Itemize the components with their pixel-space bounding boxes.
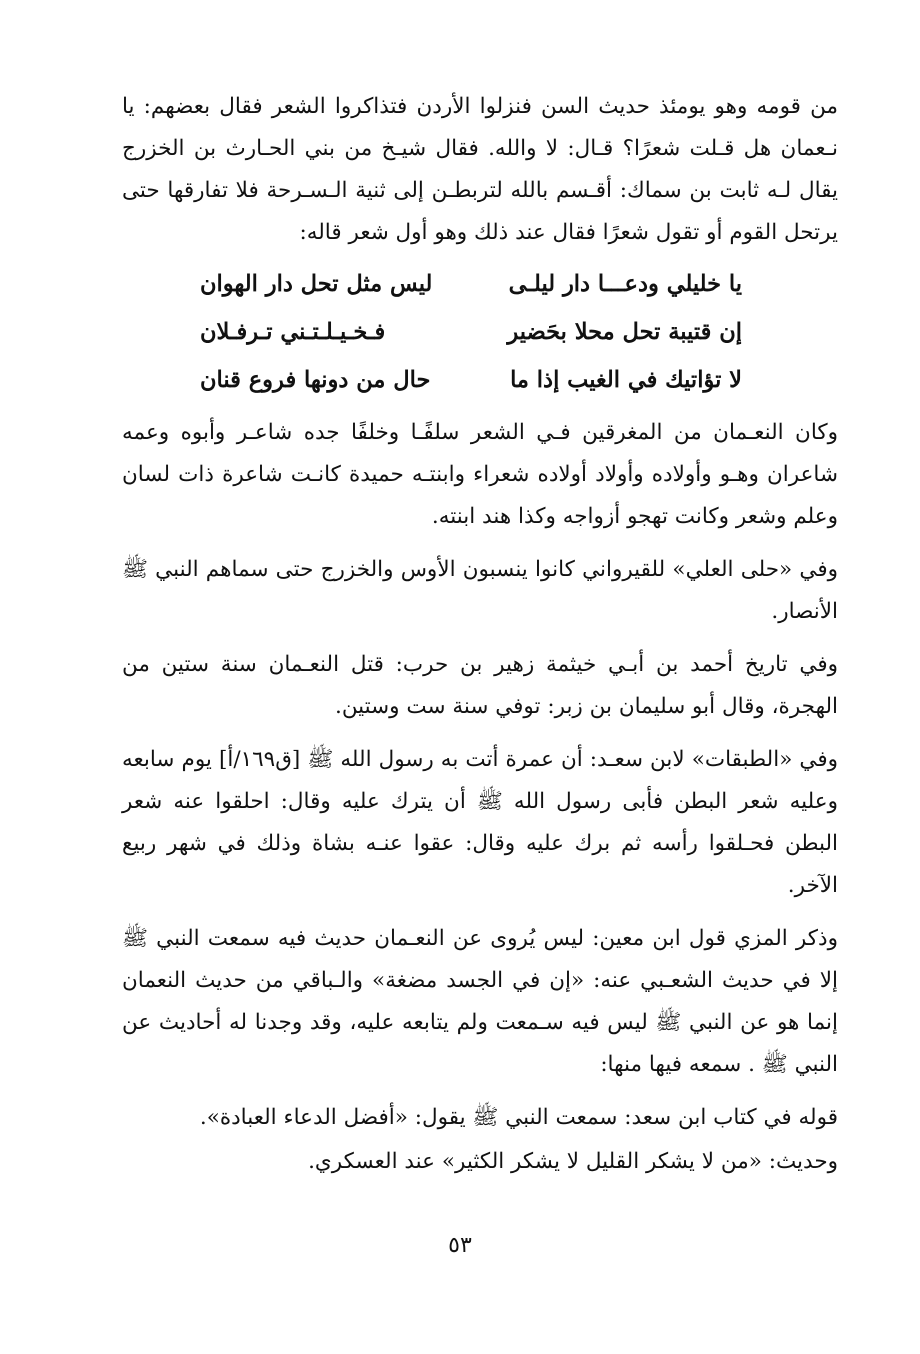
verse-second-hemistich: حال من دونها فروع قنان — [200, 367, 431, 393]
verse-row — [122, 356, 838, 404]
verse-row — [122, 260, 838, 308]
verse-second-hemistich: ليس مثل تحل دار الهوان — [200, 271, 433, 297]
verse-row — [122, 308, 838, 356]
verse-first-hemistich: إن قتيبة تحل محلا بحَضير — [507, 319, 742, 345]
paragraph-death-date: وفي تاريخ أحمد بن أبـي خيثمة زهير بن حرب: قتل النعـمان سنة ستين من الهجرة، وقال أبو سليمان بن زبر: توفي سنة ست وستين. — [122, 652, 838, 719]
page-body — [122, 86, 838, 1183]
paragraph-hula-al-ula: وفي «حلى العلي» للقيرواني كانوا ينسبون الأوس والخزرج حتى سماهم النبي ﷺ الأنصار. — [122, 557, 838, 624]
page-number: ٥٣ — [448, 1233, 472, 1258]
paragraph-mizzi: وذكر المزي قول ابن معين: ليس يُروى عن النعـمان حديث فيه سمعت النبي ﷺ إلا في حديث الشعـبي عنه: «إن في الجسد مضغة» والـباقي من حديث النعمان إنما هو عن النبي ﷺ ليس فيه سـمعت ولم يتابعه عليه، وقد وجدنا له أحاديث عن النبي ﷺ . سمعه فيها منها: — [122, 926, 838, 1077]
verse-first-hemistich: يا خليلي ودعـــا دار ليلـى — [508, 271, 742, 297]
paragraph-tabaqat: وفي «الطبقات» لابن سعـد: أن عمرة أتت به رسول الله ﷺ [ق١٦٩/أ] يوم سابعه وعليه شعر البطن فأبى رسول الله ﷺ أن يترك عليه وقال: احلقوا عنه شعر البطن فحـلقوا رأسه ثم برك عليه وقال: عقوا عنـه بشاة وذلك في شهر ربيع الآخر. — [122, 747, 838, 898]
verse-second-hemistich: فـخـيـلـتـني تـرفـلان — [200, 319, 386, 345]
paragraph-poets-family: وكان النعـمان من المغرقين فـي الشعر سلفًـا وخلفًا جده شاعـر وأبوه وعمه شاعران وهـو وأولاده وأولاد أولاده شعراء وابنتـه حميدة كانـت شاعرة ذات لسان وعلم وشعر وكانت تهجو أزواجه وكذا هند ابنته. — [122, 420, 838, 529]
paragraph-intro: من قومه وهو يومئذ حديث السن فنزلوا الأردن فتذاكروا الشعر فقال بعضهم: يا نـعمان هل قـلت شعرًا؟ قـال: لا والله. فقال شيـخ من بني الحـارث بن الخزرج يقال لـه ثابت بن سماك: أقـسم بالله لتربطـن إلى ثنية الـسـرحة فلا تفارقها حتى يرتحل القوم أو تقول شعرًا فقال عند ذلك وهو أول شعر قاله: — [122, 94, 838, 245]
paragraph-askari-hadith: وحديث: «من لا يشكر القليل لا يشكر الكثير» عند العسكري. — [308, 1149, 838, 1174]
paragraph-ibn-saad-hadith: قوله في كتاب ابن سعد: سمعت النبي ﷺ يقول: «أفضل الدعاء العبادة». — [199, 1105, 838, 1130]
poem-verses — [122, 260, 838, 404]
verse-first-hemistich: لا تؤاتيك في الغيب إذا ما — [510, 367, 742, 393]
